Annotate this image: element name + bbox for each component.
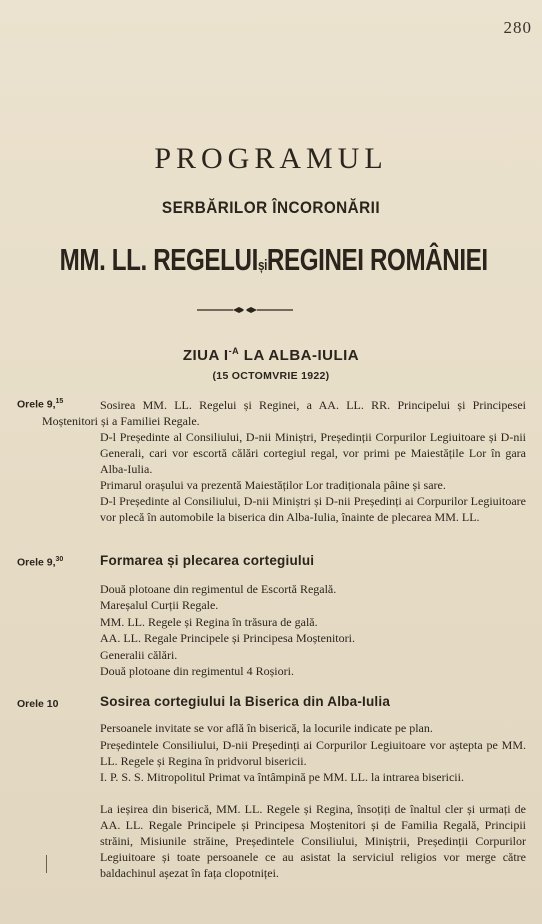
section-title: Formarea și plecarea cortegiului (100, 553, 315, 568)
section-paragraph: Președintele Consiliului, D-nii Președinți ai Corpurilor Legiuitoare vor aștepta pe MM. LL. Regele și Regina în pridvorul bisericii. (100, 738, 526, 768)
time-text: Orele 9, (17, 556, 56, 569)
list-item: Mareșalul Curții Regale. (100, 598, 219, 613)
day-label-sup: -A (228, 346, 240, 356)
document-subtitle: SERBĂRILOR ÎNCORONĂRII (161, 198, 381, 217)
time-text: Orele 9, (17, 398, 56, 411)
section-paragraph: D-l Președinte al Consiliului, D-nii Miniștri și D-nii Președinți ai Corpurilor Legiuitoare vor plecă în automobile la biserica din Alba-Iulia, înainte de plecarea MM. LL. (100, 494, 526, 524)
paragraph-text: D-l Președinte al Consiliului, D-nii Miniștri, Președinții Corpurilor Legiuitoare și D-nii Generali, cari vor escortă călări cortegiul regal, vor primi pe Maiestățile Lor în gara Alba-Iulia. (100, 430, 526, 476)
list-item: Două plotoane din regimentul 4 Roșiori. (100, 664, 294, 679)
day-date: (15 OCTOMVRIE 1922) (212, 370, 330, 382)
heading-part-1: MM. LL. REGELUI (59, 242, 258, 277)
time-sup: 30 (55, 556, 64, 563)
list-item: Două plotoane din regimentul de Escortă Regală. (100, 582, 337, 596)
time-label (17, 556, 63, 569)
list-item: Generalii călări. (100, 647, 178, 662)
day-heading (0, 346, 542, 364)
list-item: AA. LL. Regale Principele și Principesa Moștenitori. (100, 631, 355, 646)
procession-list (100, 581, 355, 679)
day-label-start: ZIUA I (182, 347, 229, 364)
section-paragraph: Persoanele invitate se vor află în biserică, la locurile indicate pe plan. (100, 721, 433, 735)
document-title: PROGRAMUL (154, 142, 388, 175)
heading-part-2: REGINEI (266, 242, 364, 277)
time-label: Orele 10 (17, 698, 59, 710)
time-sup: 15 (55, 398, 64, 405)
section-paragraph (100, 429, 526, 477)
section-paragraph: La ieșirea din biserică, MM. LL. Regele și Regina, însoțiți de înaltul cler și urmați de AA. LL. Regale Principele și Principesa Moștenitori și de Familia Regală, Principii străini, Misiunile străine, Președintele Consiliului, Miniștrii, Președinții Corpurilor Legiuitoare și toate persoanele ce au asistat la serviciul religios vor merge către baldachinul așezat în fața clopotniței. (100, 802, 526, 880)
margin-mark (46, 855, 47, 873)
ornament-divider-icon (195, 305, 295, 315)
list-item: MM. LL. Regele și Regina în trăsura de gală. (100, 614, 318, 629)
section-paragraph: Sosirea MM. LL. Regelui și Reginei, a AA. LL. RR. Principelui și Principesei Moștenitori și a Familiei Regale. (42, 398, 526, 428)
section-paragraph: I. P. S. S. Mitropolitul Primat va întâmpină pe MM. LL. la intrarea bisericii. (100, 770, 464, 784)
section-paragraph: Primarul orașului va prezentă Maiestăților Lor tradiționala pâine și sare. (100, 478, 446, 492)
day-label-end: LA ALBA-IULIA (239, 347, 360, 364)
page-number: 280 (503, 18, 532, 37)
heading-part-3: ROMÂNIEI (369, 242, 488, 277)
document-heading (59, 242, 488, 278)
heading-connector: și (257, 257, 267, 274)
section-title: Sosirea cortegiului la Biserica din Alba-Iulia (100, 694, 391, 709)
